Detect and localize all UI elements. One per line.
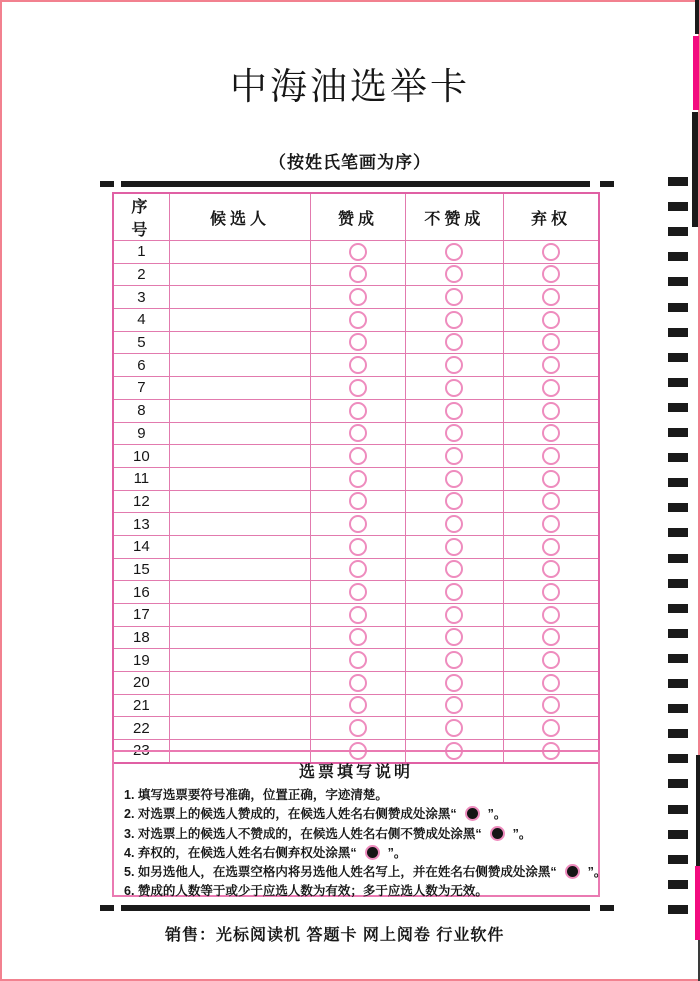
candidate-name-cell[interactable]: [169, 467, 311, 490]
vote-cell-approve: [311, 354, 405, 377]
candidate-name-cell[interactable]: [169, 626, 311, 649]
vote-cell-approve: [311, 490, 405, 513]
vote-cell-approve: [311, 331, 405, 354]
timing-mark: [668, 202, 688, 211]
instruction-text-tail: ”。: [387, 845, 407, 860]
column-header-approve: 赞成: [311, 193, 405, 241]
vote-bubble-approve[interactable]: [349, 333, 367, 351]
vendor-footer: 销售：光标阅读机 答题卡 网上阅卷 行业软件: [165, 927, 505, 944]
vote-cell-abstain: [504, 377, 599, 400]
vote-bubble-abstain[interactable]: [542, 379, 560, 397]
timing-mark: [668, 378, 688, 387]
vote-cell-approve: [311, 626, 405, 649]
candidate-name-cell[interactable]: [169, 331, 311, 354]
reg-dash-right: [600, 905, 614, 911]
table-row: [113, 513, 599, 536]
filled-bubble-example-icon: [565, 864, 580, 879]
candidate-name-cell[interactable]: [169, 649, 311, 672]
vote-bubble-disapprove[interactable]: [445, 606, 463, 624]
timing-mark: [668, 754, 688, 763]
vote-cell-approve: [311, 581, 405, 604]
candidate-name-cell[interactable]: [169, 309, 311, 332]
table-row: [113, 354, 599, 377]
vote-cell-approve: [311, 241, 405, 264]
filled-bubble-example-icon: [465, 806, 480, 821]
table-row: [113, 422, 599, 445]
vote-cell-abstain: [504, 263, 599, 286]
vote-bubble-disapprove[interactable]: [445, 674, 463, 692]
vote-bubble-approve[interactable]: [349, 243, 367, 261]
row-number: 1: [113, 241, 169, 264]
table-row: [113, 649, 599, 672]
instruction-text-tail: ”。: [587, 865, 607, 880]
vote-cell-approve: [311, 422, 405, 445]
timing-mark: [668, 830, 688, 839]
timing-mark: [668, 478, 688, 487]
row-number: 9: [113, 422, 169, 445]
table-row: [113, 241, 599, 264]
timing-mark: [668, 579, 688, 588]
vote-bubble-abstain[interactable]: [542, 674, 560, 692]
candidate-name-cell[interactable]: [169, 241, 311, 264]
vote-bubble-approve[interactable]: [349, 447, 367, 465]
vote-cell-disapprove: [405, 445, 503, 468]
candidate-name-cell[interactable]: [169, 445, 311, 468]
table-row: [113, 286, 599, 309]
vote-bubble-approve[interactable]: [349, 674, 367, 692]
instruction-text: 4. 弃权的，在候选人姓名右侧弃权处涂黑“: [124, 845, 357, 860]
vote-cell-approve: [311, 672, 405, 695]
vote-bubble-abstain[interactable]: [542, 402, 560, 420]
vote-cell-approve: [311, 604, 405, 627]
row-number: 6: [113, 354, 169, 377]
edge-mark: [696, 755, 700, 866]
timing-mark: [668, 805, 688, 814]
edge-mark: [695, 866, 700, 940]
timing-mark: [668, 779, 688, 788]
instructions-box: [112, 750, 607, 899]
timing-mark: [668, 729, 688, 738]
vote-bubble-approve[interactable]: [349, 719, 367, 737]
page-title: 中海油选举卡: [230, 65, 470, 108]
filled-bubble-example-icon: [365, 845, 380, 860]
row-number: 4: [113, 309, 169, 332]
timing-mark: [668, 528, 688, 537]
table-row: [113, 309, 599, 332]
vote-bubble-approve[interactable]: [349, 538, 367, 556]
vote-cell-approve: [311, 399, 405, 422]
vote-cell-disapprove: [405, 354, 503, 377]
row-number: 15: [113, 558, 169, 581]
vote-cell-approve: [311, 717, 405, 740]
vote-cell-abstain: [504, 626, 599, 649]
instructions-title: 选票填写说明: [298, 764, 413, 781]
column-header-abstain: 弃权: [504, 193, 599, 241]
timing-mark: [668, 353, 688, 362]
vote-cell-abstain: [504, 309, 599, 332]
instruction-item: [124, 805, 598, 824]
row-number: 8: [113, 399, 169, 422]
timing-mark: [668, 177, 688, 186]
table-row: [113, 535, 599, 558]
vote-bubble-abstain[interactable]: [542, 288, 560, 306]
timing-mark: [668, 503, 688, 512]
vote-bubble-abstain[interactable]: [542, 356, 560, 374]
row-number: 10: [113, 445, 169, 468]
vote-cell-disapprove: [405, 377, 503, 400]
vote-bubble-approve[interactable]: [349, 311, 367, 329]
vote-bubble-abstain[interactable]: [542, 311, 560, 329]
vote-cell-disapprove: [405, 331, 503, 354]
table-row: [113, 263, 599, 286]
row-number: 12: [113, 490, 169, 513]
vote-cell-abstain: [504, 354, 599, 377]
instruction-text: 3. 对选票上的候选人不赞成的，在候选人姓名右侧不赞成处涂黑“: [124, 826, 482, 841]
timing-mark: [668, 855, 688, 864]
vote-cell-abstain: [504, 490, 599, 513]
vote-bubble-approve[interactable]: [349, 515, 367, 533]
vote-cell-approve: [311, 309, 405, 332]
vote-cell-abstain: [504, 286, 599, 309]
vote-bubble-disapprove[interactable]: [445, 628, 463, 646]
vote-bubble-disapprove[interactable]: [445, 470, 463, 488]
row-number: 22: [113, 717, 169, 740]
ballot-table: [112, 192, 600, 764]
vote-bubble-approve[interactable]: [349, 265, 367, 283]
instruction-text: 6. 赞成的人数等于或少于应选人数为有效；多于应选人数为无效。: [124, 884, 488, 899]
vote-bubble-disapprove[interactable]: [445, 379, 463, 397]
candidate-name-cell[interactable]: [169, 604, 311, 627]
vote-cell-abstain: [504, 445, 599, 468]
instruction-item: [124, 825, 598, 844]
vote-bubble-disapprove[interactable]: [445, 560, 463, 578]
vote-cell-disapprove: [405, 717, 503, 740]
vote-cell-disapprove: [405, 604, 503, 627]
vote-cell-approve: [311, 377, 405, 400]
vote-bubble-approve[interactable]: [349, 651, 367, 669]
timing-mark: [668, 654, 688, 663]
instruction-item: [124, 882, 598, 901]
vote-cell-approve: [311, 445, 405, 468]
timing-mark: [668, 905, 688, 914]
reg-bar: [121, 181, 590, 187]
timing-mark: [668, 277, 688, 286]
vote-cell-disapprove: [405, 672, 503, 695]
timing-mark: [668, 453, 688, 462]
table-row: [113, 467, 599, 490]
vote-bubble-approve[interactable]: [349, 402, 367, 420]
timing-mark: [668, 880, 688, 889]
vote-bubble-approve[interactable]: [349, 424, 367, 442]
timing-mark: [668, 604, 688, 613]
edge-mark: [695, 0, 699, 34]
reg-dash-right: [600, 181, 614, 187]
table-row: [113, 490, 599, 513]
instruction-item: [124, 844, 598, 863]
table-row: [113, 445, 599, 468]
instruction-item: [124, 786, 598, 805]
vote-bubble-abstain[interactable]: [542, 424, 560, 442]
candidate-name-cell[interactable]: [169, 672, 311, 695]
vote-bubble-abstain[interactable]: [542, 560, 560, 578]
timing-mark: [668, 303, 688, 312]
vote-cell-disapprove: [405, 513, 503, 536]
vote-bubble-abstain[interactable]: [542, 651, 560, 669]
vote-cell-abstain: [504, 581, 599, 604]
timing-mark: [668, 629, 688, 638]
vote-cell-abstain: [504, 513, 599, 536]
table-row: [113, 672, 599, 695]
row-number: 17: [113, 604, 169, 627]
vote-cell-approve: [311, 263, 405, 286]
table-header-row: [113, 193, 599, 241]
candidate-name-cell[interactable]: [169, 581, 311, 604]
vote-bubble-approve[interactable]: [349, 696, 367, 714]
candidate-name-cell[interactable]: [169, 377, 311, 400]
vote-cell-abstain: [504, 672, 599, 695]
vote-bubble-disapprove[interactable]: [445, 402, 463, 420]
instruction-text: 2. 对选票上的候选人赞成的，在候选人姓名右侧赞成处涂黑“: [124, 807, 457, 822]
vote-bubble-approve[interactable]: [349, 288, 367, 306]
row-number: 7: [113, 377, 169, 400]
vote-cell-disapprove: [405, 694, 503, 717]
vote-cell-abstain: [504, 694, 599, 717]
candidate-name-cell[interactable]: [169, 694, 311, 717]
vote-bubble-approve[interactable]: [349, 628, 367, 646]
vote-cell-approve: [311, 286, 405, 309]
timing-mark: [668, 403, 688, 412]
reg-dash-left: [100, 905, 114, 911]
filled-bubble-example-icon: [490, 826, 505, 841]
vote-cell-disapprove: [405, 581, 503, 604]
vote-cell-disapprove: [405, 241, 503, 264]
timing-mark: [668, 679, 688, 688]
vote-bubble-disapprove[interactable]: [445, 696, 463, 714]
vote-cell-approve: [311, 467, 405, 490]
reg-bar: [121, 905, 590, 911]
candidate-name-cell[interactable]: [169, 490, 311, 513]
column-header-candidate: 候选人: [169, 193, 311, 241]
instruction-text: 1. 填写选票要符号准确，位置正确，字迹清楚。: [124, 788, 388, 802]
timing-mark: [668, 328, 688, 337]
vote-bubble-abstain[interactable]: [542, 243, 560, 261]
vote-cell-disapprove: [405, 649, 503, 672]
row-number: 20: [113, 672, 169, 695]
vote-bubble-abstain[interactable]: [542, 333, 560, 351]
timing-mark: [668, 428, 688, 437]
vote-bubble-approve[interactable]: [349, 583, 367, 601]
column-header-no: 序 号: [113, 193, 169, 241]
row-number: 13: [113, 513, 169, 536]
vote-cell-abstain: [504, 241, 599, 264]
vote-cell-abstain: [504, 717, 599, 740]
vote-bubble-disapprove[interactable]: [445, 719, 463, 737]
vote-bubble-disapprove[interactable]: [445, 515, 463, 533]
vote-bubble-disapprove[interactable]: [445, 333, 463, 351]
timing-mark: [668, 704, 688, 713]
vote-bubble-approve[interactable]: [349, 379, 367, 397]
table-row: [113, 604, 599, 627]
vote-bubble-disapprove[interactable]: [445, 583, 463, 601]
vote-cell-approve: [311, 694, 405, 717]
row-number: 3: [113, 286, 169, 309]
row-number: 5: [113, 331, 169, 354]
vote-bubble-approve[interactable]: [349, 606, 367, 624]
ballot-table-container: [112, 192, 600, 764]
vote-bubble-disapprove[interactable]: [445, 424, 463, 442]
vote-bubble-abstain[interactable]: [542, 492, 560, 510]
vote-cell-abstain: [504, 649, 599, 672]
candidate-name-cell[interactable]: [169, 354, 311, 377]
edge-mark: [693, 36, 699, 110]
vote-cell-disapprove: [405, 309, 503, 332]
vote-cell-disapprove: [405, 558, 503, 581]
timing-mark: [668, 252, 688, 261]
vote-bubble-disapprove[interactable]: [445, 492, 463, 510]
row-number: 14: [113, 535, 169, 558]
vote-bubble-disapprove[interactable]: [445, 651, 463, 669]
table-row: [113, 558, 599, 581]
table-row: [113, 581, 599, 604]
row-number: 23: [113, 740, 169, 763]
row-number: 16: [113, 581, 169, 604]
vote-cell-approve: [311, 513, 405, 536]
row-number: 21: [113, 694, 169, 717]
vote-cell-disapprove: [405, 399, 503, 422]
vote-bubble-disapprove[interactable]: [445, 356, 463, 374]
vote-bubble-abstain[interactable]: [542, 515, 560, 533]
vote-bubble-abstain[interactable]: [542, 538, 560, 556]
vote-cell-approve: [311, 649, 405, 672]
row-number: 11: [113, 467, 169, 490]
vote-bubble-approve[interactable]: [349, 470, 367, 488]
vote-cell-abstain: [504, 331, 599, 354]
vote-cell-disapprove: [405, 490, 503, 513]
reg-dash-left: [100, 181, 114, 187]
vote-cell-abstain: [504, 467, 599, 490]
vote-bubble-abstain[interactable]: [542, 583, 560, 601]
vote-cell-disapprove: [405, 422, 503, 445]
candidate-name-cell[interactable]: [169, 513, 311, 536]
table-row: [113, 717, 599, 740]
vote-bubble-approve[interactable]: [349, 492, 367, 510]
edge-mark: [692, 112, 698, 227]
vote-cell-disapprove: [405, 626, 503, 649]
vote-cell-abstain: [504, 399, 599, 422]
candidate-name-cell[interactable]: [169, 263, 311, 286]
vote-cell-disapprove: [405, 535, 503, 558]
instruction-item: [124, 863, 607, 882]
vote-cell-abstain: [504, 558, 599, 581]
instruction-text-tail: ”。: [512, 826, 532, 841]
candidate-name-cell[interactable]: [169, 399, 311, 422]
vote-cell-approve: [311, 558, 405, 581]
row-number: 18: [113, 626, 169, 649]
vote-bubble-disapprove[interactable]: [445, 265, 463, 283]
candidate-name-cell[interactable]: [169, 535, 311, 558]
instruction-text: 5. 如另选他人，在选票空格内将另选他人姓名写上，并在姓名右侧赞成处涂黑“: [124, 865, 557, 880]
vote-bubble-disapprove[interactable]: [445, 243, 463, 261]
candidate-name-cell[interactable]: [169, 422, 311, 445]
vote-cell-abstain: [504, 535, 599, 558]
row-number: 19: [113, 649, 169, 672]
candidate-name-cell[interactable]: [169, 558, 311, 581]
table-row: [113, 331, 599, 354]
vote-cell-abstain: [504, 604, 599, 627]
sort-order-note: （按姓氏笔画为序）: [269, 153, 431, 172]
vote-cell-abstain: [504, 422, 599, 445]
timing-mark: [668, 554, 688, 563]
candidate-name-cell[interactable]: [169, 717, 311, 740]
vote-cell-disapprove: [405, 286, 503, 309]
vote-bubble-disapprove[interactable]: [445, 447, 463, 465]
vote-bubble-abstain[interactable]: [542, 606, 560, 624]
vote-bubble-abstain[interactable]: [542, 628, 560, 646]
table-row: [113, 377, 599, 400]
vote-cell-disapprove: [405, 263, 503, 286]
vote-cell-approve: [311, 535, 405, 558]
vote-bubble-abstain[interactable]: [542, 696, 560, 714]
timing-mark: [668, 227, 688, 236]
vote-bubble-abstain[interactable]: [542, 447, 560, 465]
candidate-name-cell[interactable]: [169, 286, 311, 309]
vote-bubble-disapprove[interactable]: [445, 311, 463, 329]
vote-bubble-abstain[interactable]: [542, 719, 560, 737]
vote-bubble-abstain[interactable]: [542, 265, 560, 283]
table-row: [113, 694, 599, 717]
vote-bubble-abstain[interactable]: [542, 470, 560, 488]
vote-bubble-disapprove[interactable]: [445, 288, 463, 306]
row-number: 2: [113, 263, 169, 286]
vote-bubble-approve[interactable]: [349, 356, 367, 374]
instructions-list: [124, 786, 607, 902]
table-row: [113, 399, 599, 422]
vote-bubble-disapprove[interactable]: [445, 538, 463, 556]
vote-bubble-approve[interactable]: [349, 560, 367, 578]
column-header-disapprove: 不赞成: [405, 193, 503, 241]
table-row: [113, 626, 599, 649]
vote-cell-disapprove: [405, 467, 503, 490]
instruction-text-tail: ”。: [487, 807, 507, 822]
